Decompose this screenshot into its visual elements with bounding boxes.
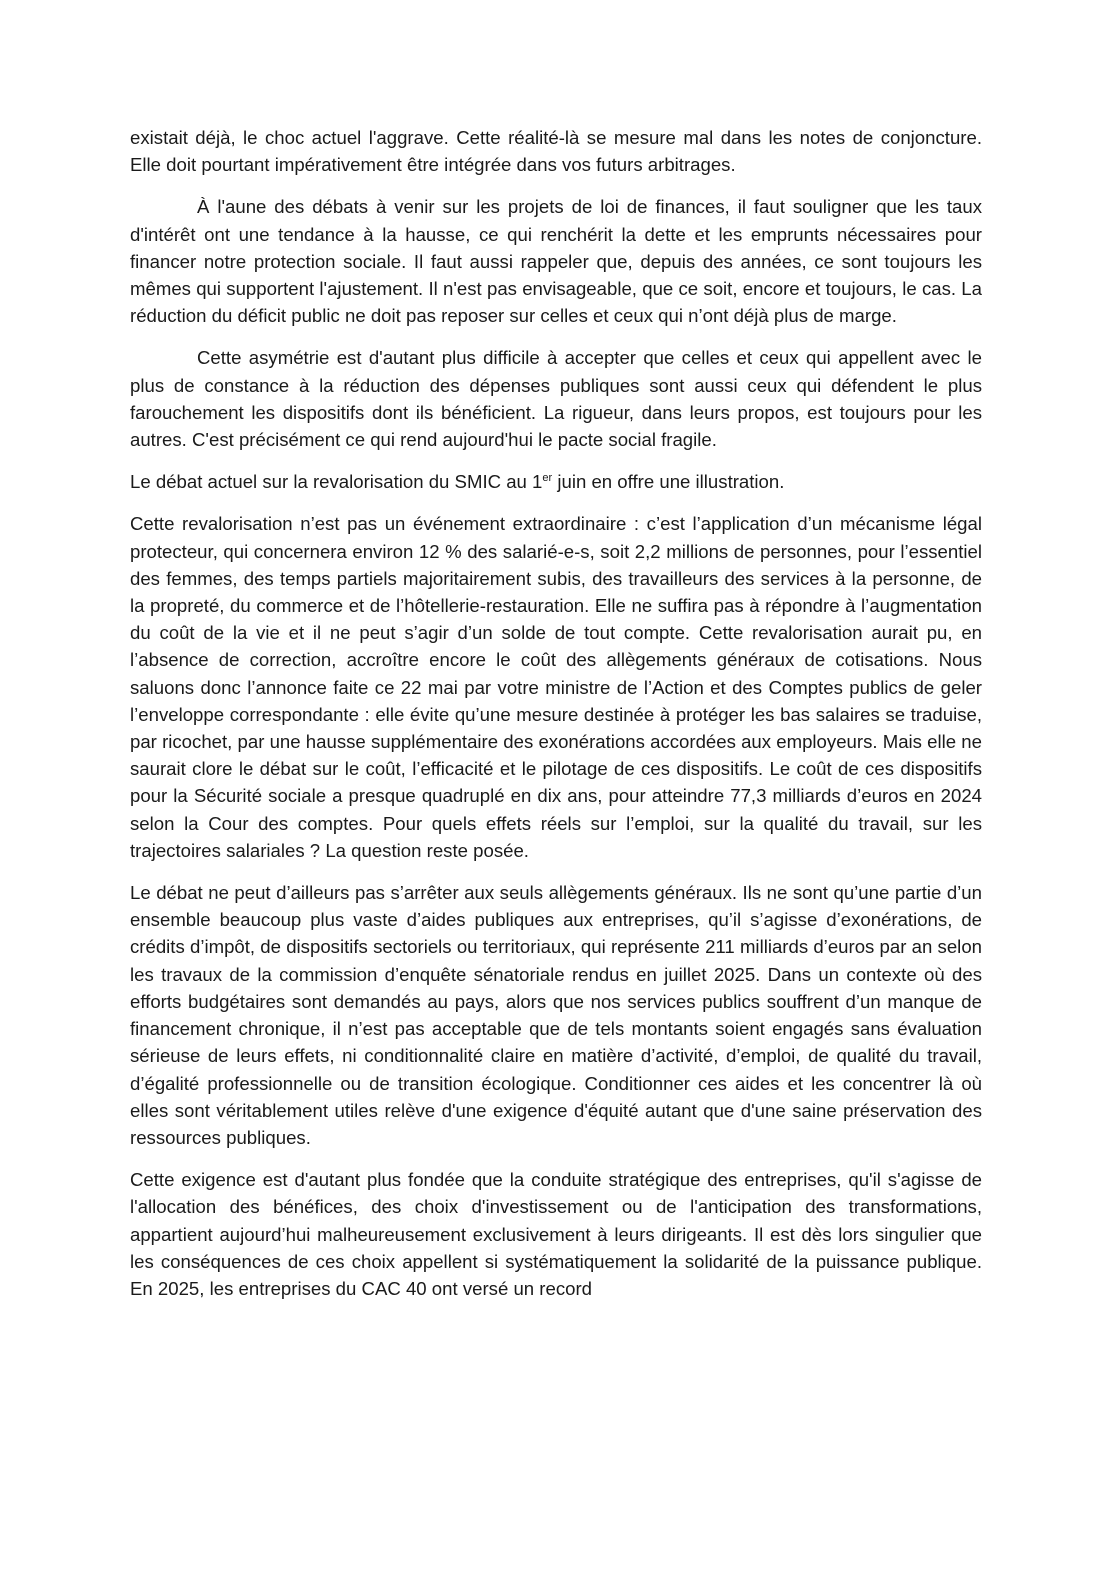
paragraph-4-text-before: Le débat actuel sur la revalorisation du SMIC au 1 [130, 471, 543, 493]
paragraph-4 [130, 468, 982, 495]
ordinal-superscript: er [542, 472, 553, 485]
document-body [130, 124, 982, 1317]
paragraph-5: Cette revalorisation n’est pas un événement extraordinaire : c’est l’application d’un mécanisme légal protecteur, qui concernera environ 12 % des salarié-e-s, soit 2,2 millions de personnes, pour l’essentiel des femmes, des temps partiels majoritairement subis, des travailleurs des services à la personne, de la propreté, du commerce et de l’hôtellerie-restauration. Elle ne suffira pas à répondre à l’augmentation du coût de la vie et il ne peut s’agir d’un solde de tout compte. Cette revalorisation aurait pu, en l’absence de correction, accroître encore le coût des allègements généraux de cotisations. Nous saluons donc l’annonce faite ce 22 mai par votre ministre de l’Action et des Comptes publics de geler l’enveloppe correspondante : elle évite qu’une mesure destinée à protéger les bas salaires se traduise, par ricochet, par une hausse supplémentaire des exonérations accordées aux employeurs. Mais elle ne saurait clore le débat sur le coût, l’efficacité et le pilotage de ces dispositifs. Le coût de ces dispositifs pour la Sécurité sociale a presque quadruplé en dix ans, pour atteindre 77,3 milliards d’euros en 2024 selon la Cour des comptes. Pour quels effets réels sur l’emploi, sur la qualité du travail, sur les trajectoires salariales ? La question reste posée. [130, 513, 982, 861]
paragraph-6: Le débat ne peut d’ailleurs pas s’arrêter aux seuls allègements généraux. Ils ne sont qu’une partie d’un ensemble beaucoup plus vaste d’aides publiques aux entreprises, qu’il s’agisse d’exonérations, de crédits d’impôt, de dispositifs sectoriels ou territoriaux, qui représente 211 milliards d’euros par an selon les travaux de la commission d’enquête sénatoriale rendus en juillet 2025. Dans un contexte où des efforts budgétaires sont demandés au pays, alors que nos services publics souffrent d’un manque de financement chronique, il n’est pas acceptable que de tels montants soient engagés sans évaluation sérieuse de leurs effets, ni conditionnalité claire en matière d’activité, d’emploi, de qualité du travail, d’égalité professionnelle ou de transition écologique. Conditionner ces aides et les concentrer là où elles sont véritablement utiles relève d'une exigence d'équité autant que d'une saine préservation des ressources publiques. [130, 882, 982, 1148]
paragraph-4-text-after: juin en offre une illustration. [552, 471, 785, 493]
paragraph-7: Cette exigence est d'autant plus fondée que la conduite stratégique des entreprises, qu'il s'agisse de l'allocation des bénéfices, des choix d'investissement ou de l'anticipation des transformations, appartient aujourd’hui malheureusement exclusivement à leurs dirigeants. Il est dès lors singulier que les conséquences de ces choix appellent si systématiquement la solidarité de la puissance publique. En 2025, les entreprises du CAC 40 ont versé un record [130, 1169, 982, 1299]
paragraph-3: Cette asymétrie est d'autant plus difficile à accepter que celles et ceux qui appellent avec le plus de constance à la réduction des dépenses publiques sont aussi ceux qui défendent le plus farouchement les dispositifs dont ils bénéficient. La rigueur, dans leurs propos, est toujours pour les autres. C'est précisément ce qui rend aujourd'hui le pacte social fragile. [130, 347, 982, 451]
paragraph-2: À l'aune des débats à venir sur les projets de loi de finances, il faut souligner que les taux d'intérêt ont une tendance à la hausse, ce qui renchérit la dette et les emprunts nécessaires pour financer notre protection sociale. Il faut aussi rappeler que, depuis des années, ce sont toujours les mêmes qui supportent l'ajustement. Il n'est pas envisageable, que ce soit, encore et toujours, le cas. La réduction du déficit public ne doit pas reposer sur celles et ceux qui n’ont déjà plus de marge. [130, 196, 982, 327]
paragraph-1: existait déjà, le choc actuel l'aggrave. Cette réalité-là se mesure mal dans les notes de conjoncture. Elle doit pourtant impérativement être intégrée dans vos futurs arbitrages. [130, 127, 982, 176]
